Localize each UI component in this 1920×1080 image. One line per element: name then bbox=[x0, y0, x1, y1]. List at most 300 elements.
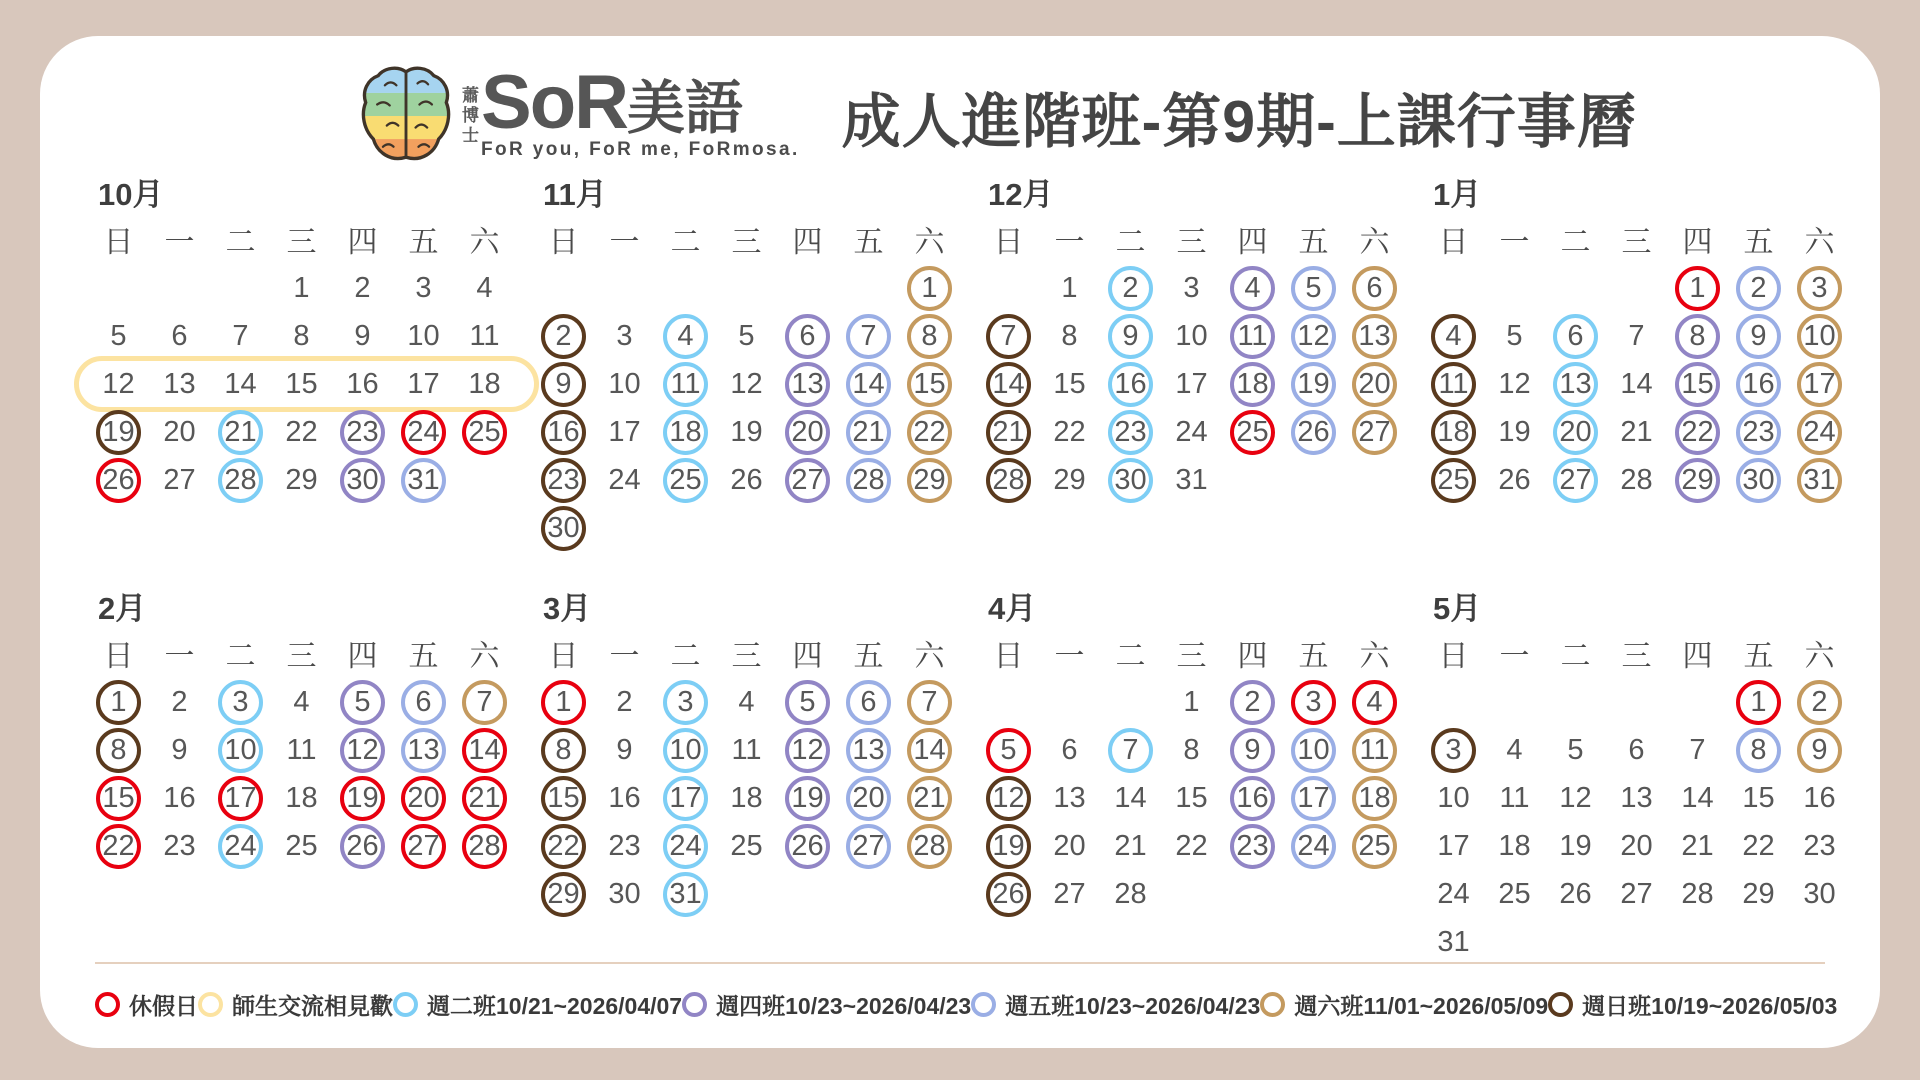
day-cell bbox=[1667, 408, 1728, 456]
calendar-card bbox=[40, 36, 1880, 1048]
day-circle-red: 17 bbox=[218, 776, 263, 821]
day-number: 22 bbox=[285, 415, 318, 448]
day-cell bbox=[1161, 456, 1222, 504]
day-cell bbox=[1344, 456, 1405, 504]
day-cell bbox=[271, 312, 332, 360]
day-cell bbox=[210, 312, 271, 360]
day-cell bbox=[655, 312, 716, 360]
day-number: 8 bbox=[1183, 733, 1200, 766]
day-circle-fri: 20 bbox=[846, 776, 891, 821]
day-cell bbox=[655, 774, 716, 822]
day-cell bbox=[655, 726, 716, 774]
yellow-circle-icon bbox=[198, 992, 223, 1017]
rainbow-brain-logo-icon bbox=[358, 64, 454, 168]
weekday-label: 日 bbox=[993, 226, 1024, 259]
weekday-label: 二 bbox=[1560, 640, 1591, 673]
day-circle-fri: 31 bbox=[401, 458, 446, 503]
day-cell bbox=[393, 408, 454, 456]
day-cell bbox=[149, 264, 210, 312]
week-row bbox=[1423, 264, 1868, 312]
day-circle-sat: 17 bbox=[1797, 362, 1842, 407]
day-cell bbox=[899, 360, 960, 408]
day-cell bbox=[393, 822, 454, 870]
day-circle-thu: 22 bbox=[1675, 410, 1720, 455]
weekday-label: 三 bbox=[1621, 226, 1652, 259]
day-cell bbox=[594, 408, 655, 456]
day-number: 23 bbox=[1803, 829, 1836, 862]
day-circle-sat: 14 bbox=[907, 728, 952, 773]
day-circle-sat: 28 bbox=[907, 824, 952, 869]
day-circle-sat: 21 bbox=[907, 776, 952, 821]
day-circle-sun: 28 bbox=[986, 458, 1031, 503]
day-cell bbox=[594, 822, 655, 870]
day-number: 30 bbox=[1803, 877, 1836, 910]
day-cell bbox=[1222, 360, 1283, 408]
day-number: 28 bbox=[1681, 877, 1714, 910]
day-number: 25 bbox=[730, 829, 763, 862]
day-circle-sun: 14 bbox=[986, 362, 1031, 407]
day-cell bbox=[1283, 360, 1344, 408]
day-circle-sun: 7 bbox=[986, 314, 1031, 359]
weekday-label: 四 bbox=[347, 226, 378, 259]
day-number: 18 bbox=[285, 781, 318, 814]
legend-item-sun bbox=[1548, 988, 1837, 1021]
day-cell bbox=[978, 822, 1039, 870]
day-number: 15 bbox=[1053, 367, 1086, 400]
day-cell bbox=[1667, 870, 1728, 918]
weekday-header bbox=[1423, 636, 1868, 678]
day-number: 19 bbox=[1559, 829, 1592, 862]
day-cell bbox=[1606, 870, 1667, 918]
day-cell bbox=[271, 822, 332, 870]
day-number: 20 bbox=[1620, 829, 1653, 862]
day-cell bbox=[655, 678, 716, 726]
week-row bbox=[533, 822, 978, 870]
day-cell bbox=[1283, 456, 1344, 504]
day-cell bbox=[393, 774, 454, 822]
day-number: 15 bbox=[1742, 781, 1775, 814]
day-circle-sat: 18 bbox=[1352, 776, 1397, 821]
day-circle-sat: 9 bbox=[1797, 728, 1842, 773]
day-number: 10 bbox=[407, 319, 440, 352]
day-cell bbox=[393, 360, 454, 408]
day-cell bbox=[454, 264, 515, 312]
day-circle-sat: 3 bbox=[1797, 266, 1842, 311]
month-block bbox=[533, 168, 978, 582]
weekday-label: 二 bbox=[670, 640, 701, 673]
day-cell bbox=[777, 726, 838, 774]
day-cell bbox=[716, 312, 777, 360]
page-title: 成人進階班-第9期-上課行事曆 bbox=[841, 88, 1637, 155]
day-cell bbox=[1728, 870, 1789, 918]
day-cell bbox=[594, 678, 655, 726]
day-cell bbox=[777, 678, 838, 726]
day-number: 14 bbox=[1681, 781, 1714, 814]
day-circle-red: 1 bbox=[1675, 266, 1720, 311]
weekday-label: 五 bbox=[408, 640, 439, 673]
day-cell bbox=[1484, 456, 1545, 504]
day-cell bbox=[332, 312, 393, 360]
day-circle-sat: 15 bbox=[907, 362, 952, 407]
day-cell bbox=[1283, 822, 1344, 870]
day-cell bbox=[1283, 678, 1344, 726]
week-row bbox=[533, 870, 978, 918]
day-cell bbox=[332, 774, 393, 822]
day-cell bbox=[1667, 264, 1728, 312]
day-circle-red: 25 bbox=[1230, 410, 1275, 455]
day-circle-thu: 2 bbox=[1230, 680, 1275, 725]
day-cell bbox=[716, 456, 777, 504]
day-cell bbox=[1222, 456, 1283, 504]
weekday-label: 三 bbox=[1176, 226, 1207, 259]
day-cell bbox=[1484, 822, 1545, 870]
weekday-label: 六 bbox=[1804, 226, 1835, 259]
day-cell bbox=[454, 456, 515, 504]
day-cell bbox=[899, 822, 960, 870]
day-circle-thu: 5 bbox=[340, 680, 385, 725]
day-number: 21 bbox=[1681, 829, 1714, 862]
day-circle-sun: 19 bbox=[96, 410, 141, 455]
day-cell bbox=[1728, 408, 1789, 456]
legend-label: 休假日 bbox=[129, 992, 198, 1019]
day-circle-sun: 2 bbox=[541, 314, 586, 359]
day-cell bbox=[1545, 726, 1606, 774]
day-circle-thu: 6 bbox=[785, 314, 830, 359]
day-cell bbox=[1728, 456, 1789, 504]
weekday-header bbox=[533, 222, 978, 264]
day-cell bbox=[1222, 312, 1283, 360]
day-cell bbox=[88, 264, 149, 312]
weekday-label: 日 bbox=[1438, 640, 1469, 673]
day-cell bbox=[454, 774, 515, 822]
day-cell bbox=[899, 774, 960, 822]
day-cell bbox=[1789, 312, 1850, 360]
day-cell bbox=[1606, 918, 1667, 966]
day-number: 12 bbox=[102, 367, 135, 400]
day-circle-sun: 4 bbox=[1431, 314, 1476, 359]
day-circle-tue: 2 bbox=[1108, 266, 1153, 311]
day-number: 6 bbox=[171, 319, 188, 352]
day-cell bbox=[1423, 408, 1484, 456]
day-circle-sat: 10 bbox=[1797, 314, 1842, 359]
weekday-label: 五 bbox=[1743, 640, 1774, 673]
thu-circle-icon bbox=[682, 992, 707, 1017]
weekday-header bbox=[1423, 222, 1868, 264]
day-cell bbox=[1161, 678, 1222, 726]
weekday-label: 六 bbox=[469, 226, 500, 259]
day-cell bbox=[1161, 312, 1222, 360]
day-cell bbox=[1606, 456, 1667, 504]
week-row bbox=[978, 408, 1423, 456]
day-cell bbox=[838, 822, 899, 870]
day-circle-sun: 9 bbox=[541, 362, 586, 407]
month-title: 3月 bbox=[543, 591, 592, 626]
week-row bbox=[533, 408, 978, 456]
month-title: 12月 bbox=[988, 177, 1054, 212]
brand-latin-text: SoR bbox=[481, 59, 627, 145]
brand-doctor-text: 蕭博士 bbox=[459, 86, 478, 146]
day-cell bbox=[332, 360, 393, 408]
day-number: 17 bbox=[1175, 367, 1208, 400]
day-cell bbox=[1039, 870, 1100, 918]
day-cell bbox=[1039, 312, 1100, 360]
day-cell bbox=[1667, 312, 1728, 360]
tue-circle-icon bbox=[393, 992, 418, 1017]
weekday-label: 六 bbox=[1359, 226, 1390, 259]
day-cell bbox=[1545, 312, 1606, 360]
day-cell bbox=[838, 870, 899, 918]
day-cell bbox=[1039, 774, 1100, 822]
week-row bbox=[978, 456, 1423, 504]
day-cell bbox=[533, 726, 594, 774]
day-number: 16 bbox=[163, 781, 196, 814]
day-cell bbox=[1039, 360, 1100, 408]
day-cell bbox=[1039, 456, 1100, 504]
week-row bbox=[533, 774, 978, 822]
day-cell bbox=[777, 870, 838, 918]
day-cell bbox=[454, 726, 515, 774]
day-circle-tue: 13 bbox=[1553, 362, 1598, 407]
day-number: 7 bbox=[232, 319, 249, 352]
week-row bbox=[533, 678, 978, 726]
day-circle-thu: 15 bbox=[1675, 362, 1720, 407]
month-block bbox=[88, 168, 533, 582]
day-number: 4 bbox=[293, 685, 310, 718]
day-circle-fri: 16 bbox=[1736, 362, 1781, 407]
day-number: 19 bbox=[1498, 415, 1531, 448]
day-circle-sun: 26 bbox=[986, 872, 1031, 917]
week-row bbox=[533, 456, 978, 504]
day-circle-sun: 18 bbox=[1431, 410, 1476, 455]
day-circle-thu: 19 bbox=[785, 776, 830, 821]
legend-label: 週五班10/23~2026/04/23 bbox=[1005, 992, 1261, 1019]
day-cell bbox=[978, 678, 1039, 726]
day-cell bbox=[332, 726, 393, 774]
legend-item-tue bbox=[393, 988, 682, 1021]
day-cell bbox=[88, 774, 149, 822]
day-circle-fri: 5 bbox=[1291, 266, 1336, 311]
month-block bbox=[533, 582, 978, 966]
day-number: 20 bbox=[1053, 829, 1086, 862]
weekday-label: 二 bbox=[225, 640, 256, 673]
fri-circle-icon bbox=[971, 992, 996, 1017]
month-block bbox=[1423, 582, 1868, 966]
day-cell bbox=[332, 456, 393, 504]
day-cell bbox=[899, 504, 960, 552]
weekday-label: 二 bbox=[1560, 226, 1591, 259]
day-circle-sun: 25 bbox=[1431, 458, 1476, 503]
day-cell bbox=[1344, 822, 1405, 870]
day-cell bbox=[271, 408, 332, 456]
day-cell bbox=[1667, 456, 1728, 504]
day-cell bbox=[88, 678, 149, 726]
day-number: 9 bbox=[616, 733, 633, 766]
day-number: 3 bbox=[616, 319, 633, 352]
week-row bbox=[88, 822, 533, 870]
weekday-header bbox=[88, 636, 533, 678]
day-cell bbox=[594, 870, 655, 918]
day-cell bbox=[1789, 774, 1850, 822]
day-circle-thu: 26 bbox=[340, 824, 385, 869]
weekday-label: 五 bbox=[1298, 640, 1329, 673]
day-cell bbox=[1606, 408, 1667, 456]
day-cell bbox=[1484, 918, 1545, 966]
day-cell bbox=[716, 870, 777, 918]
day-number: 23 bbox=[608, 829, 641, 862]
day-circle-sun: 3 bbox=[1431, 728, 1476, 773]
month-block bbox=[978, 582, 1423, 966]
week-row bbox=[88, 360, 533, 408]
day-number: 22 bbox=[1175, 829, 1208, 862]
day-cell bbox=[533, 456, 594, 504]
weekday-label: 日 bbox=[548, 640, 579, 673]
day-cell bbox=[149, 726, 210, 774]
day-cell bbox=[271, 264, 332, 312]
day-circle-fri: 13 bbox=[846, 728, 891, 773]
week-row bbox=[978, 774, 1423, 822]
day-cell bbox=[899, 870, 960, 918]
day-number: 9 bbox=[171, 733, 188, 766]
day-circle-sat: 11 bbox=[1352, 728, 1397, 773]
day-number: 2 bbox=[616, 685, 633, 718]
day-number: 26 bbox=[1559, 877, 1592, 910]
day-cell bbox=[1344, 726, 1405, 774]
day-cell bbox=[454, 360, 515, 408]
day-circle-tue: 4 bbox=[663, 314, 708, 359]
day-cell bbox=[978, 774, 1039, 822]
day-cell bbox=[1728, 822, 1789, 870]
day-cell bbox=[1667, 726, 1728, 774]
day-cell bbox=[1039, 264, 1100, 312]
day-cell bbox=[978, 870, 1039, 918]
day-circle-thu: 12 bbox=[785, 728, 830, 773]
day-cell bbox=[1344, 312, 1405, 360]
day-cell bbox=[149, 456, 210, 504]
day-cell bbox=[838, 456, 899, 504]
month-title: 4月 bbox=[988, 591, 1037, 626]
day-cell bbox=[655, 360, 716, 408]
day-cell bbox=[1039, 408, 1100, 456]
day-cell bbox=[899, 678, 960, 726]
day-cell bbox=[716, 774, 777, 822]
day-circle-sat: 2 bbox=[1797, 680, 1842, 725]
week-row bbox=[1423, 456, 1868, 504]
day-cell bbox=[1283, 264, 1344, 312]
day-number: 15 bbox=[1175, 781, 1208, 814]
day-number: 18 bbox=[1498, 829, 1531, 862]
day-circle-sun: 23 bbox=[541, 458, 586, 503]
day-cell bbox=[533, 312, 594, 360]
legend-item-red bbox=[95, 988, 198, 1021]
day-cell bbox=[838, 360, 899, 408]
day-circle-fri: 13 bbox=[401, 728, 446, 773]
day-circle-red: 1 bbox=[541, 680, 586, 725]
day-cell bbox=[777, 456, 838, 504]
day-number: 19 bbox=[730, 415, 763, 448]
day-circle-fri: 28 bbox=[846, 458, 891, 503]
day-cell bbox=[594, 360, 655, 408]
weekday-label: 四 bbox=[792, 226, 823, 259]
day-number: 4 bbox=[738, 685, 755, 718]
day-circle-tue: 3 bbox=[218, 680, 263, 725]
day-cell bbox=[899, 312, 960, 360]
day-cell bbox=[149, 312, 210, 360]
day-circle-thu: 12 bbox=[340, 728, 385, 773]
day-cell bbox=[332, 264, 393, 312]
day-circle-sun: 15 bbox=[541, 776, 586, 821]
day-number: 18 bbox=[730, 781, 763, 814]
day-number: 11 bbox=[286, 733, 317, 766]
day-circle-sat: 31 bbox=[1797, 458, 1842, 503]
day-cell bbox=[1161, 264, 1222, 312]
day-circle-tue: 31 bbox=[663, 872, 708, 917]
brand-wordmark bbox=[481, 59, 800, 162]
weekday-label: 四 bbox=[347, 640, 378, 673]
week-row bbox=[88, 774, 533, 822]
day-cell bbox=[1728, 264, 1789, 312]
day-cell bbox=[1423, 312, 1484, 360]
day-cell bbox=[149, 678, 210, 726]
legend-label: 週四班10/23~2026/04/23 bbox=[716, 992, 972, 1019]
day-cell bbox=[1606, 264, 1667, 312]
day-circle-red: 21 bbox=[462, 776, 507, 821]
day-cell bbox=[1545, 360, 1606, 408]
day-number: 21 bbox=[1114, 829, 1147, 862]
day-cell bbox=[1606, 726, 1667, 774]
day-cell bbox=[978, 456, 1039, 504]
day-circle-fri: 14 bbox=[846, 362, 891, 407]
day-cell bbox=[1344, 408, 1405, 456]
day-cell bbox=[978, 408, 1039, 456]
day-cell bbox=[1423, 918, 1484, 966]
day-circle-tue: 6 bbox=[1553, 314, 1598, 359]
day-cell bbox=[88, 312, 149, 360]
day-circle-red: 15 bbox=[96, 776, 141, 821]
day-circle-sat: 24 bbox=[1797, 410, 1842, 455]
weekday-label: 日 bbox=[103, 226, 134, 259]
day-circle-thu: 13 bbox=[785, 362, 830, 407]
day-cell bbox=[332, 678, 393, 726]
day-number: 24 bbox=[608, 463, 641, 496]
weekday-label: 一 bbox=[1054, 640, 1085, 673]
day-cell bbox=[393, 726, 454, 774]
day-cell bbox=[655, 870, 716, 918]
day-number: 4 bbox=[1506, 733, 1523, 766]
day-cell bbox=[716, 726, 777, 774]
weekday-label: 四 bbox=[1237, 226, 1268, 259]
day-cell bbox=[454, 312, 515, 360]
week-row bbox=[978, 312, 1423, 360]
day-cell bbox=[1484, 678, 1545, 726]
weekday-label: 日 bbox=[103, 640, 134, 673]
day-cell bbox=[1423, 726, 1484, 774]
weekday-label: 六 bbox=[469, 640, 500, 673]
day-circle-tue: 24 bbox=[663, 824, 708, 869]
day-cell bbox=[393, 312, 454, 360]
day-cell bbox=[1606, 774, 1667, 822]
week-row bbox=[1423, 312, 1868, 360]
day-cell bbox=[1344, 678, 1405, 726]
day-circle-fri: 12 bbox=[1291, 314, 1336, 359]
day-circle-tue: 17 bbox=[663, 776, 708, 821]
day-circle-tue: 9 bbox=[1108, 314, 1153, 359]
legend-label: 週日班10/19~2026/05/03 bbox=[1582, 992, 1838, 1019]
day-number: 27 bbox=[1620, 877, 1653, 910]
day-cell bbox=[1100, 264, 1161, 312]
week-row bbox=[88, 264, 533, 312]
day-cell bbox=[1667, 822, 1728, 870]
day-cell bbox=[1283, 312, 1344, 360]
